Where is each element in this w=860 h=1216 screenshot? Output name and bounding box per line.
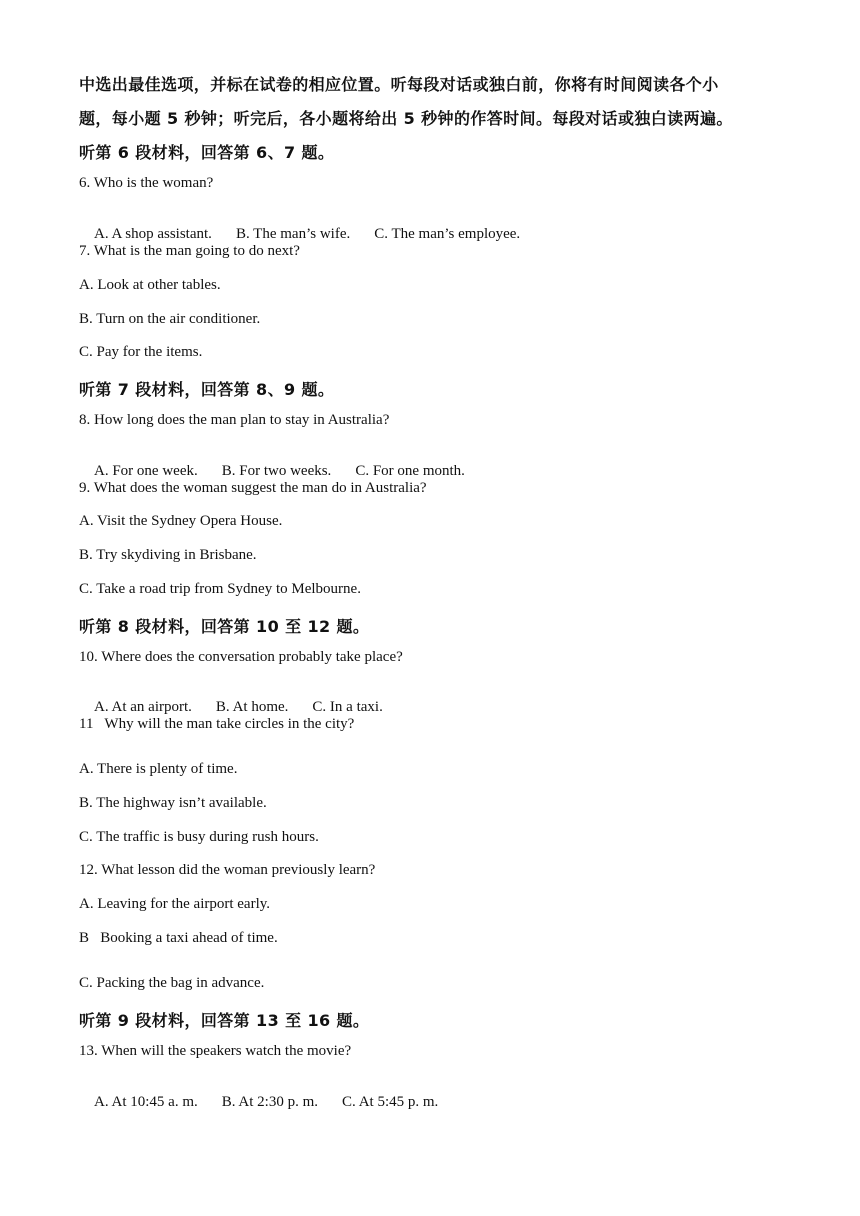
option-a: A. Leaving for the airport early. xyxy=(79,896,271,912)
option-b: B Booking a taxi ahead of time. xyxy=(79,930,278,946)
section-heading-8: 听第 8 段材料，回答第 10 至 12 题。 xyxy=(79,617,370,636)
option-b: B. The highway isn’t available. xyxy=(79,795,267,811)
option-c: C. The traffic is busy during rush hours. xyxy=(79,829,319,845)
intro-line-2: 题，每小题 5 秒钟；听完后，各小题将给出 5 秒钟的作答时间。每段对话或独白读两遍。 xyxy=(79,109,733,128)
option-a: A. At an airport. xyxy=(94,699,192,715)
question-10: 10. Where does the conversation probably take place? xyxy=(79,649,403,665)
option-b: B. Try skydiving in Brisbane. xyxy=(79,547,257,563)
section-heading-7: 听第 7 段材料，回答第 8、9 题。 xyxy=(79,380,335,399)
option-c: C. Pay for the items. xyxy=(79,344,203,360)
option-a: A. For one week. xyxy=(94,463,198,479)
option-b: B. The man’s wife. xyxy=(235,226,351,242)
option-b: B. At home. xyxy=(215,699,289,715)
option-c: C. Take a road trip from Sydney to Melbourne. xyxy=(79,581,361,597)
option-b: B. Turn on the air conditioner. xyxy=(79,311,261,327)
option-a: A. There is plenty of time. xyxy=(79,761,238,777)
question-12: 12. What lesson did the woman previously learn? xyxy=(79,862,376,878)
question-8: 8. How long does the man plan to stay in Australia? xyxy=(79,412,390,428)
question-13-options xyxy=(79,1077,438,1128)
option-a: A. Visit the Sydney Opera House. xyxy=(79,513,283,529)
option-c: C. At 5:45 p. m. xyxy=(342,1094,439,1110)
question-9: 9. What does the woman suggest the man do in Australia? xyxy=(79,480,427,496)
option-c: C. Packing the bag in advance. xyxy=(79,975,265,991)
intro-line-1: 中选出最佳选项，并标在试卷的相应位置。听每段对话或独白前，你将有时间阅读各个小 xyxy=(79,75,719,94)
option-a: A. At 10:45 a. m. xyxy=(94,1094,198,1110)
option-b: B. For two weeks. xyxy=(221,463,332,479)
option-b: B. At 2:30 p. m. xyxy=(221,1094,319,1110)
question-7: 7. What is the man going to do next? xyxy=(79,243,300,259)
section-heading-9: 听第 9 段材料，回答第 13 至 16 题。 xyxy=(79,1011,370,1030)
section-heading-6: 听第 6 段材料，回答第 6、7 题。 xyxy=(79,143,335,162)
option-c: C. In a taxi. xyxy=(312,699,383,715)
option-c: C. For one month. xyxy=(355,463,465,479)
question-6: 6. Who is the woman? xyxy=(79,175,214,191)
option-a: A. A shop assistant. xyxy=(94,226,212,242)
option-a: A. Look at other tables. xyxy=(79,277,221,293)
question-11: 11 Why will the man take circles in the city? xyxy=(79,716,355,732)
option-c: C. The man’s employee. xyxy=(374,226,521,242)
question-13: 13. When will the speakers watch the movie? xyxy=(79,1043,352,1059)
